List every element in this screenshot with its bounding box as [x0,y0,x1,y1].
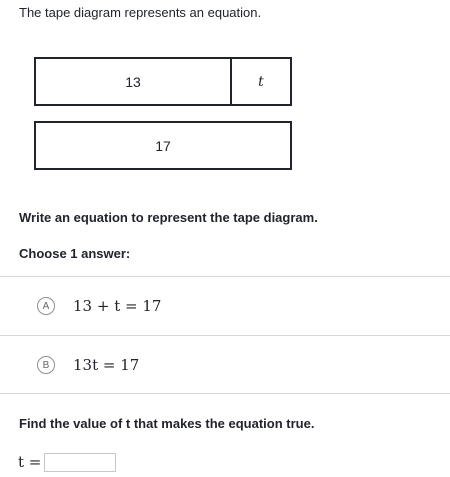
question-intro: The tape diagram represents an equation. [19,5,262,20]
choice-a[interactable] [0,277,450,335]
value-prompt: Find the value of t that makes the equation true. [19,416,315,431]
tape-segment-total: 17 [34,121,292,170]
choice-b-text: 13t = 17 [73,356,140,374]
answer-input[interactable] [44,453,116,472]
tape-segment-13: 13 [34,57,232,106]
choice-b[interactable] [0,336,450,394]
choice-a-text: 13 + t = 17 [73,297,162,315]
choice-b-letter: B [37,356,55,374]
tape-segment-t: t [230,57,292,106]
choose-label: Choose 1 answer: [19,246,131,261]
choice-a-letter: A [37,297,55,315]
divider [0,393,450,394]
equation-prompt: Write an equation to represent the tape diagram. [19,210,318,225]
answer-label: t = [18,453,42,471]
